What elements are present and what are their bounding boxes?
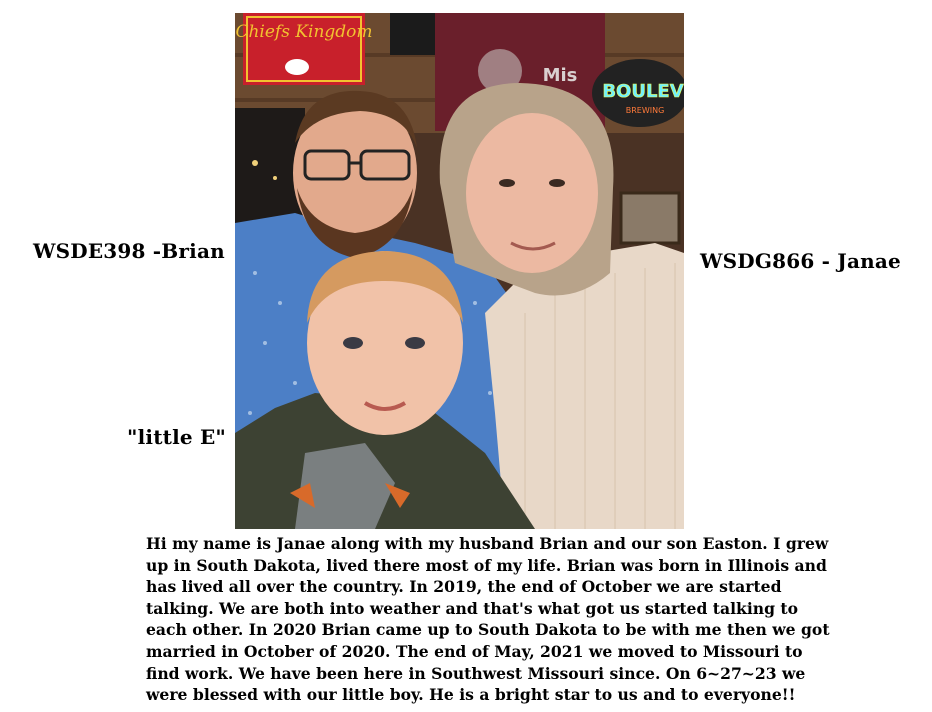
story-line: has lived all over the country. In 2019, the end of October we are started (146, 577, 782, 597)
story-line: Hi my name is Janae along with my husband Brian and our son Easton. I grew (146, 534, 829, 553)
neon-sign-subtext: BREWING (625, 106, 665, 115)
family-photo-art (235, 13, 684, 529)
family-photo (235, 13, 684, 529)
little-e-label: "little E" (127, 425, 227, 449)
banner-left-text: Chiefs Kingdom (235, 22, 373, 42)
neon-sign (592, 59, 684, 127)
banner-right-text: Mis (542, 65, 578, 86)
story-line: each other. In 2020 Brian came up to South Dakota to be with me then we got (146, 620, 830, 640)
chiefs-banner (235, 13, 372, 85)
wall-frame (621, 193, 679, 243)
brian-label: WSDE398 -Brian (33, 239, 225, 263)
janae-label: WSDG866 - Janae (700, 249, 901, 273)
neon-sign-text: BOULEV (602, 81, 684, 102)
story-line: talking. We are both into weather and that's what got us started talking to (146, 598, 799, 618)
story-line: married in October of 2020. The end of May, 2021 we moved to Missouri to (146, 641, 803, 661)
story-line: find work. We have been here in Southwest Missouri since. On 6~27~23 we (146, 663, 806, 683)
story-line: up in South Dakota, lived there most of my life. Brian was born in Illinois and (146, 555, 827, 575)
story-line: were blessed with our little boy. He is a bright star to us and to everyone!! (146, 685, 796, 705)
story-paragraph (146, 533, 830, 706)
